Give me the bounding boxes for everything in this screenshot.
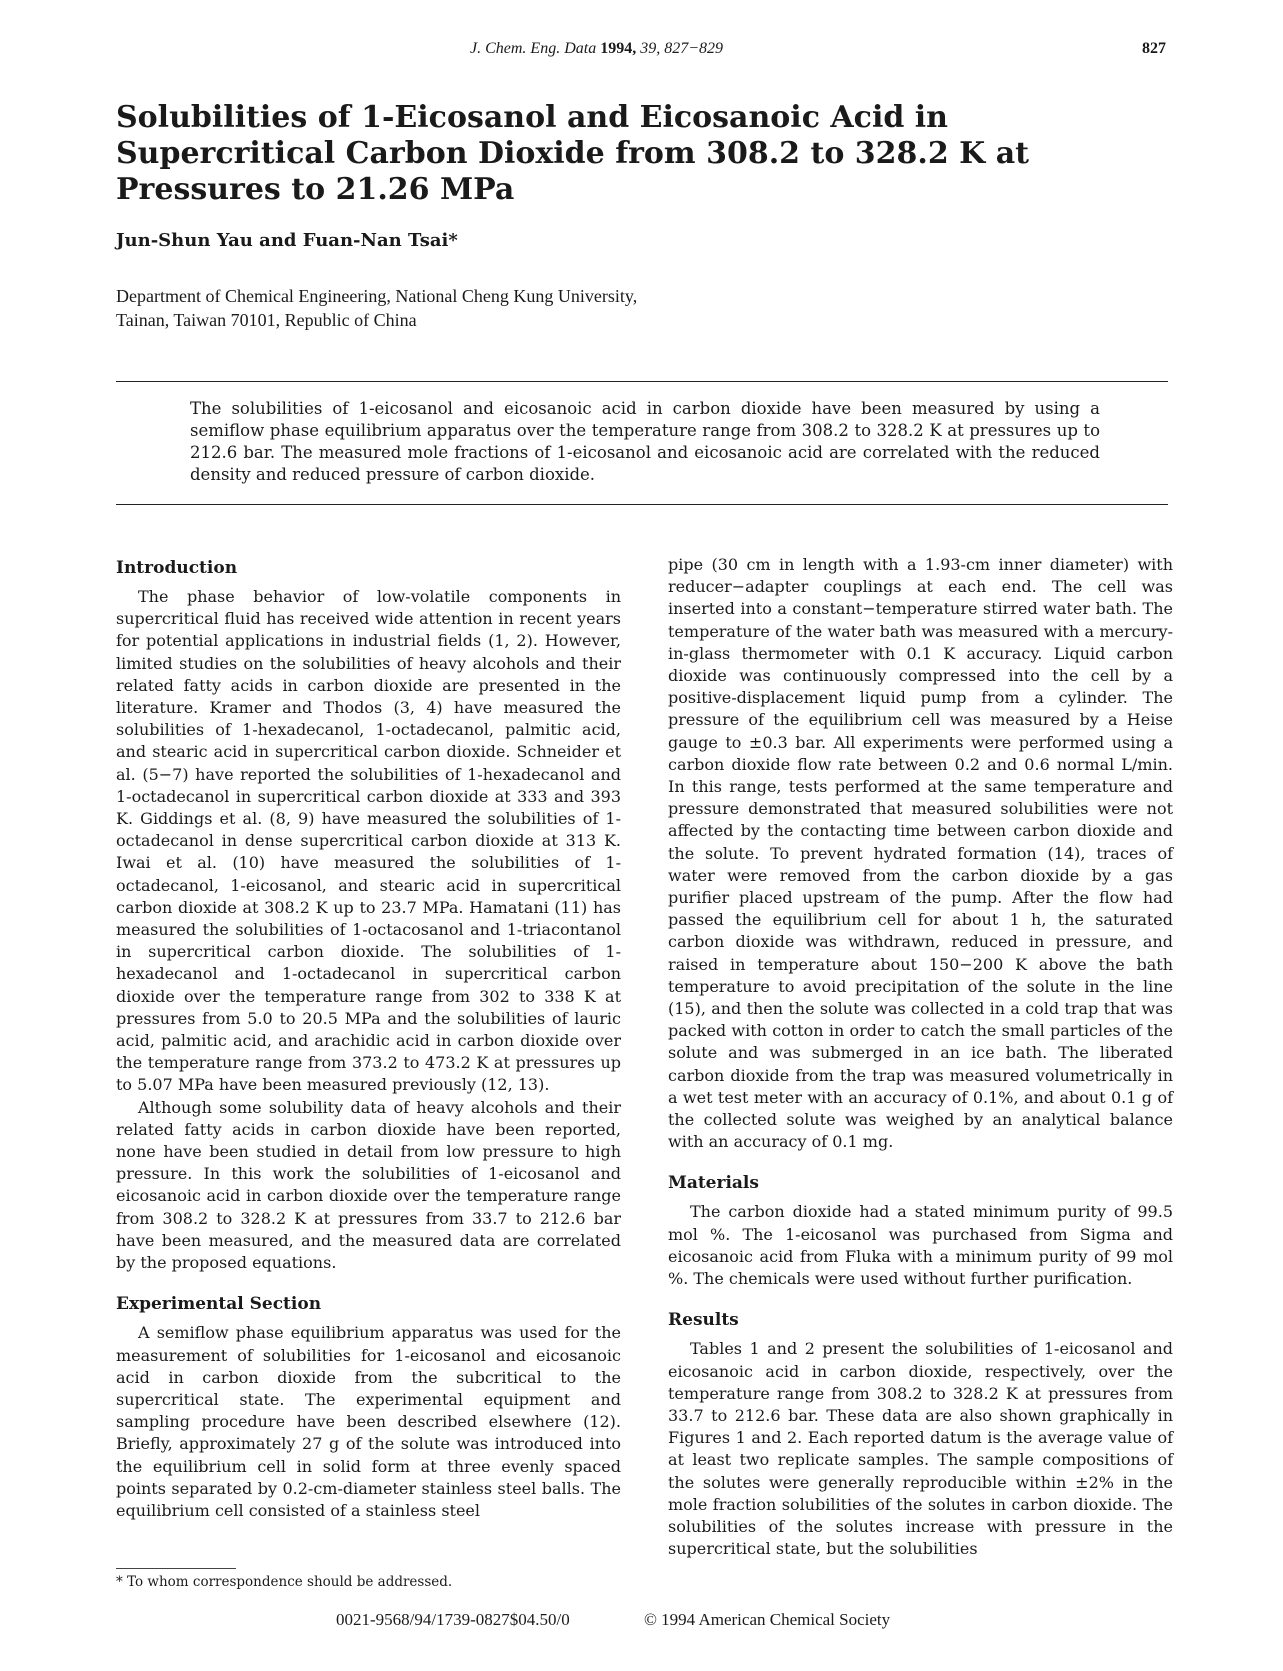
affiliation-line: Department of Chemical Engineering, National Cheng Kung University, <box>116 286 638 306</box>
paragraph: Tables 1 and 2 present the solubilities of 1-eicosanol and eicosanoic acid in carbon dioxide, respectively, over the temperature range from 308.2 to 328.2 K at pressures from 33.7 to 212.6 bar. These data are also shown graphically in Figures 1 and 2. Each reported datum is the average value of at least two replicate samples. The sample compositions of the solutes were generally reproducible within ±2% in the mole fraction solubilities of the solutes in carbon dioxide. The solubilities of the solutes increase with pressure in the supercritical state, but the solubilities <box>668 1339 1173 1559</box>
paragraph: The carbon dioxide had a stated minimum purity of 99.5 mol %. The 1-eicosanol was purchased from Sigma and eicosanoic acid from Fluka with a minimum purity of 99 mol %. The chemicals were used without further purification. <box>668 1202 1173 1289</box>
section-heading-results: Results <box>668 1310 739 1331</box>
affiliation-line: Tainan, Taiwan 70101, Republic of China <box>116 310 417 330</box>
author-list: Jun-Shun Yau and Fuan-Nan Tsai* <box>116 230 458 251</box>
section-heading-experimental: Experimental Section <box>116 1294 322 1315</box>
left-column <box>116 556 621 1522</box>
article-title: Solubilities of 1-Eicosanol and Eicosanoic Acid in Supercritical Carbon Dioxide from 308.2 to 328.2 K at Pressures to 21.26 MPa <box>116 100 1029 207</box>
page-number: 827 <box>1142 40 1166 57</box>
section-heading-materials: Materials <box>668 1173 759 1194</box>
right-column <box>668 554 1173 1560</box>
footnote-divider <box>116 1568 236 1569</box>
section-heading-introduction: Introduction <box>116 558 238 578</box>
paragraph: pipe (30 cm in length with a 1.93-cm inner diameter) with reducer−adapter couplings at each end. The cell was inserted into a constant−temperature stirred water bath. The temperature of the water bath was measured with a mercury-in-glass thermometer with 0.1 K accuracy. Liquid carbon dioxide was continuously compressed into the cell by a positive-displacement liquid pump from a cylinder. The pressure of the equilibrium cell was measured by a Heise gauge to ±0.3 bar. All experiments were performed using a carbon dioxide flow rate between 0.2 and 0.6 normal L/min. In this range, tests performed at the same temperature and pressure demonstrated that measured solubilities were not affected by the contacting time between carbon dioxide and the solute. To prevent hydrated formation (14), traces of water were removed from the carbon dioxide by a gas purifier placed upstream of the pump. After the flow had passed the equilibrium cell for about 1 h, the saturated carbon dioxide was withdrawn, reduced in pressure, and raised in temperature about 150−200 K above the bath temperature to avoid precipitation of the solute in the line (15), and then the solute was collected in a cold trap that was packed with cotton in order to catch the small particles of the solute and was submerged in an ice bath. The liberated carbon dioxide from the trap was measured volumetrically in a wet test meter with an accuracy of 0.1%, and about 0.1 g of the collected solute was weighed by an analytical balance with an accuracy of 0.1 mg. <box>668 555 1173 1152</box>
journal-citation: J. Chem. Eng. Data 1994, 39, 827−829 <box>470 40 723 57</box>
issn-code: 0021-9568/94/1739-0827$04.50/0 <box>336 1610 570 1629</box>
paragraph: Although some solubility data of heavy alcohols and their related fatty acids in carbon dioxide have been reported, none have been studied in detail from low pressure to high pressure. In this work the solubilities of 1-eicosanol and eicosanoic acid in carbon dioxide over the temperature range from 308.2 to 328.2 K at pressures from 33.7 to 212.6 bar have been measured, and the measured data are correlated by the proposed equations. <box>116 1097 621 1273</box>
divider <box>116 381 1168 382</box>
paragraph: A semiflow phase equilibrium apparatus was used for the measurement of solubilities for 1-eicosanol and eicosanoic acid in carbon dioxide from the subcritical to the supercritical state. The experimental equipment and sampling procedure have been described elsewhere (12). Briefly, approximately 27 g of the solute was introduced into the equilibrium cell in solid form at three evenly spaced points separated by 0.2-cm-diameter stainless steel balls. The equilibrium cell consisted of a stainless steel <box>116 1323 621 1520</box>
paragraph: The phase behavior of low-volatile components in supercritical fluid has received wide attention in recent years for potential applications in industrial fields (1, 2). However, limited studies on the solubilities of heavy alcohols and their related fatty acids in carbon dioxide are presented in the literature. Kramer and Thodos (3, 4) have measured the solubilities of 1-hexadecanol, 1-octadecanol, palmitic acid, and stearic acid in supercritical carbon dioxide. Schneider et al. (5−7) have reported the solubilities of 1-hexadecanol and 1-octadecanol in supercritical carbon dioxide at 333 and 393 K. Giddings et al. (8, 9) have measured the solubilities of 1-octadecanol in dense supercritical carbon dioxide at 313 K. Iwai et al. (10) have measured the solubilities of 1-octadecanol, 1-eicosanol, and stearic acid in supercritical carbon dioxide at 308.2 K up to 23.7 MPa. Hamatani (11) has measured the solubilities of 1-octacosanol and 1-triacontanol in supercritical carbon dioxide. The solubilities of 1-hexadecanol and 1-octadecanol in supercritical carbon dioxide over the temperature range from 302 to 338 K at pressures from 5.0 to 20.5 MPa and the solubilities of lauric acid, palmitic acid, and arachidic acid in carbon dioxide over the temperature range from 373.2 to 473.2 K at pressures up to 5.07 MPa have been measured previously (12, 13). <box>116 587 621 1095</box>
footnote: * To whom correspondence should be addressed. <box>116 1574 453 1590</box>
affiliation <box>116 284 1016 332</box>
abstract: The solubilities of 1-eicosanol and eicosanoic acid in carbon dioxide have been measured by using a semiflow phase equilibrium apparatus over the temperature range from 308.2 to 328.2 K at pressures up to 212.6 bar. The measured mole fractions of 1-eicosanol and eicosanoic acid are correlated with the reduced density and reduced pressure of carbon dioxide. <box>190 399 1100 484</box>
copyright: © 1994 American Chemical Society <box>644 1610 891 1629</box>
divider <box>116 504 1168 505</box>
